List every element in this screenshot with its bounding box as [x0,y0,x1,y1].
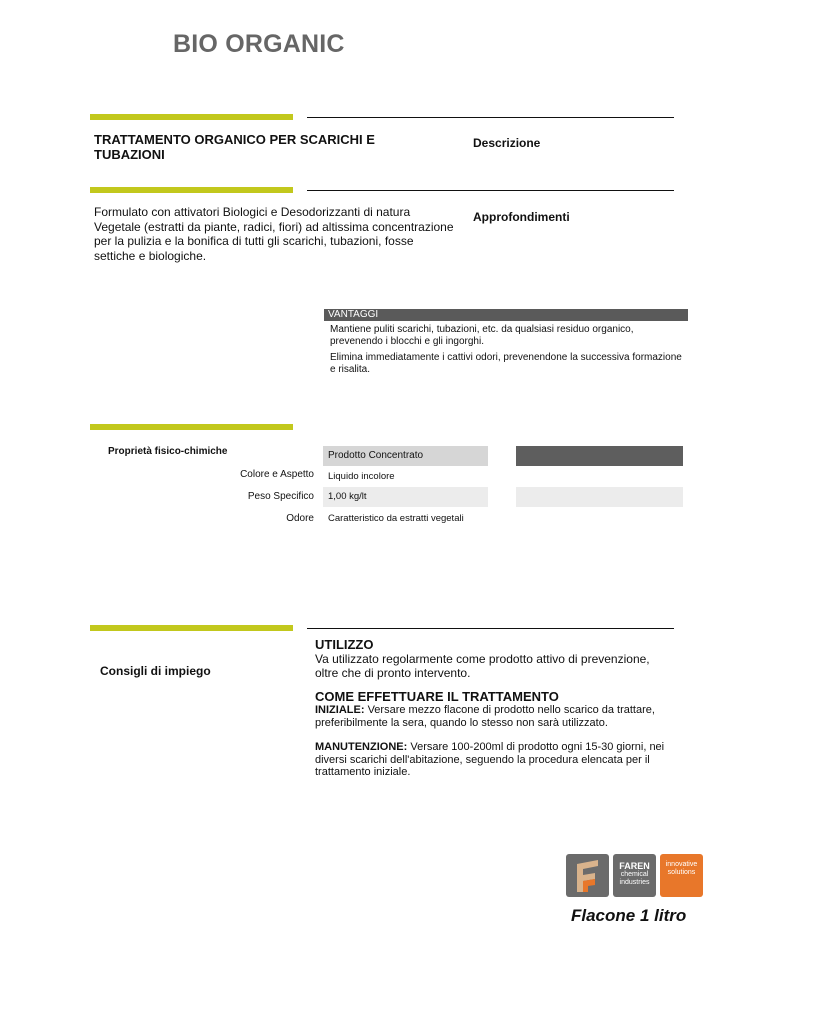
section-divider [307,117,674,118]
property-value: Caratteristico da estratti vegetali [328,513,464,524]
product-heading: TRATTAMENTO ORGANICO PER SCARICHI E TUBAZIONI [94,132,375,162]
vantaggi-item: Mantiene puliti scarichi, tubazioni, etc. da qualsiasi residuo organico, prevenendo i blocchi e gli ingorghi. [330,324,634,347]
brand-name: FAREN [619,861,650,871]
utilizzo-heading: UTILIZZO [315,637,374,652]
usage-block [315,638,675,779]
page-title: BIO ORGANIC [173,30,345,58]
faren-logo-mark [566,854,609,897]
package-label: Flacone 1 litro [571,906,687,925]
description-body: Formulato con attivatori Biologici e Desodorizzanti di natura Vegetale (estratti da piante, radici, fiori) ad altissima concentrazione per la pulizia e la bonifica di tutti gli scarichi, tubazioni, fosse settiche e biologiche. [94,205,454,263]
description-label: Descrizione [473,136,541,150]
section-divider [307,190,674,191]
properties-header-cell: Prodotto Concentrato [323,446,488,466]
section-accent-bar [90,114,293,120]
property-value: Liquido incolore [328,471,395,482]
property-label: Colore e Aspetto [240,469,314,480]
vantaggi-heading: VANTAGGI [324,309,688,321]
property-empty-cell [516,487,683,507]
faren-logo-name [613,854,656,897]
usage-section-label: Consigli di impiego [100,664,211,678]
faren-symbol-icon [566,854,609,897]
faren-logo-tagline [660,854,703,897]
approfondimenti-label: Approfondimenti [473,210,570,224]
maintenance-label: MANUTENZIONE: [315,741,408,753]
property-label: Odore [286,513,314,524]
initial-label: INIZIALE: [315,704,365,716]
section-accent-bar [90,424,293,430]
vantaggi-item: Elimina immediatamente i cattivi odori, prevenendone la successiva formazione e risalita. [330,352,682,375]
section-accent-bar [90,625,293,631]
section-divider [307,628,674,629]
utilizzo-text: Va utilizzato regolarmente come prodotto attivo di prevenzione, oltre che di pronto intervento. [315,652,650,680]
section-accent-bar [90,187,293,193]
initial-paragraph [315,704,675,729]
properties-title: Proprietà fisico-chimiche [108,446,228,457]
maintenance-paragraph [315,741,675,779]
properties-header-dark-cell [516,446,683,466]
initial-text: Versare mezzo flacone di prodotto nello scarico da trattare, preferibilmente la sera, quando lo stesso non sarà utilizzato. [315,704,655,729]
maintenance-text: Versare 100-200ml di prodotto ogni 15-30 giorni, nei diversi scarichi dell'abitazione, seguendo la procedura elencata per il trattamento iniziale. [315,741,665,778]
brand-tagline: innovative solutions [665,861,698,876]
property-value: 1,00 kg/lt [323,487,488,507]
vantaggi-box [324,309,688,377]
treatment-heading: COME EFFETTUARE IL TRATTAMENTO [315,689,559,704]
brand-sub: chemical industries [619,871,650,886]
property-label: Peso Specifico [247,491,314,502]
